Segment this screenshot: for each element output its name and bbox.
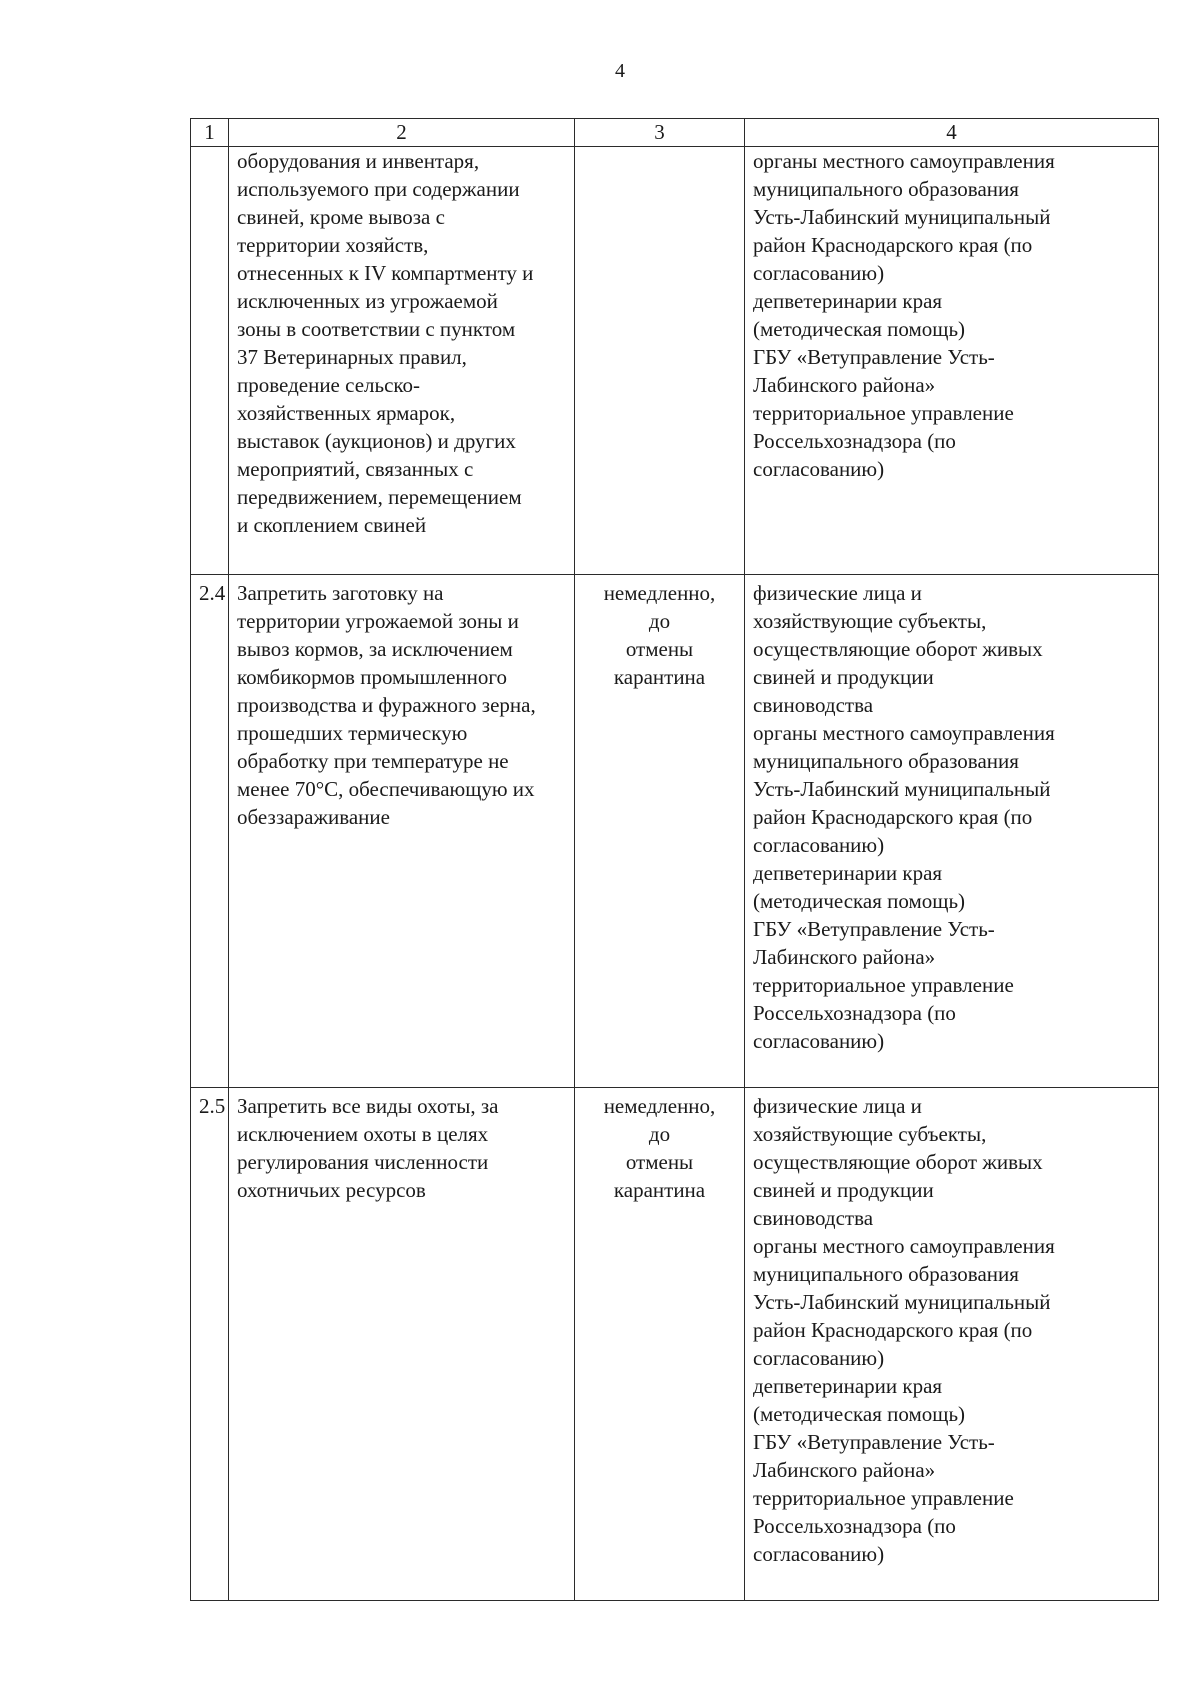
text-line: физические лица и [753,1094,922,1118]
text-line: отмены [625,1150,694,1174]
text-line: хозяйствующие субъекты, [753,1122,987,1146]
column-header-responsible: 4 [745,119,1159,147]
text-line: ГБУ «Ветуправление Усть- [753,345,995,369]
text-line: немедленно, [603,1094,716,1118]
text-line: карантина [613,1178,706,1202]
text-line: согласованию) [753,833,885,857]
text-line: Запретить все виды охоты, за [237,1094,499,1118]
measure-cell [229,147,575,575]
text-line: до [648,609,671,633]
text-line: органы местного самоуправления [753,1234,1055,1258]
measure-cell [229,575,575,1088]
text-line: депветеринарии края [753,289,943,313]
term-cell [575,147,745,575]
responsible-cell [745,1088,1159,1601]
text-line: используемого при содержании [237,177,520,201]
text-line: вывоз кормов, за исключением [237,637,513,661]
table-row [191,1088,1159,1601]
responsible-cell [745,147,1159,575]
text-line: оборудования и инвентаря, [237,149,480,173]
text-line: ГБУ «Ветуправление Усть- [753,917,995,941]
text-line: свиней и продукции [753,665,934,689]
text-line: согласованию) [753,457,885,481]
text-line: район Краснодарского края (по [753,1318,1033,1342]
text-line: депветеринарии края [753,861,943,885]
text-line: органы местного самоуправления [753,721,1055,745]
term-cell [575,575,745,1088]
text-line: (методическая помощь) [753,889,966,913]
text-line: муниципального образования [753,1262,1019,1286]
text-line: Россельхознадзора (по [753,429,956,453]
text-line: Запретить заготовку на [237,581,444,605]
text-line: Лабинского района» [753,1458,936,1482]
column-header-number: 1 [191,119,229,147]
text-line: регулирования численности [237,1150,489,1174]
text-line: передвижением, перемещением [237,485,522,509]
text-line: исключением охоты в целях [237,1122,489,1146]
text-line: территории хозяйств, [237,233,429,257]
text-line: производства и фуражного зерна, [237,693,536,717]
text-line: осуществляющие оборот живых [753,637,1043,661]
text-line: согласованию) [753,261,885,285]
text-line: охотничьих ресурсов [237,1178,426,1202]
text-line: территории угрожаемой зоны и [237,609,519,633]
text-line: прошедших термическую [237,721,468,745]
text-line: согласованию) [753,1346,885,1370]
table-row [191,147,1159,575]
text-line: и скоплением свиней [237,513,427,537]
text-line: выставок (аукционов) и других [237,429,516,453]
text-line: комбикормов промышленного [237,665,507,689]
text-line: Лабинского района» [753,945,936,969]
text-line: мероприятий, связанных с [237,457,474,481]
text-line: Усть-Лабинский муниципальный [753,1290,1051,1314]
text-line: обеззараживание [237,805,390,829]
text-line: немедленно, [603,581,716,605]
row-number: 2.4 [191,575,229,1088]
text-line: свиней и продукции [753,1178,934,1202]
text-line: хозяйственных ярмарок, [237,401,456,425]
text-line: отмены [625,637,694,661]
row-number [191,147,229,575]
text-line: муниципального образования [753,177,1019,201]
text-line: (методическая помощь) [753,317,966,341]
text-line: отнесенных к IV компартменту и [237,261,534,285]
text-line: территориальное управление [753,401,1014,425]
text-line: Россельхознадзора (по [753,1514,956,1538]
column-header-term: 3 [575,119,745,147]
text-line: согласованию) [753,1542,885,1566]
page-number: 4 [615,60,625,82]
text-line: осуществляющие оборот живых [753,1150,1043,1174]
text-line: ГБУ «Ветуправление Усть- [753,1430,995,1454]
text-line: зоны в соответствии с пунктом [237,317,516,341]
text-line: согласованию) [753,1029,885,1053]
text-line: органы местного самоуправления [753,149,1055,173]
text-line: свиноводства [753,1206,874,1230]
text-line: исключенных из угрожаемой [237,289,498,313]
text-line: Россельхознадзора (по [753,1001,956,1025]
text-line: свиней, кроме вывоза с [237,205,445,229]
text-line: Усть-Лабинский муниципальный [753,777,1051,801]
row-number: 2.5 [191,1088,229,1601]
measures-table [190,118,1159,1601]
text-line: проведение сельско- [237,373,421,397]
text-line: территориальное управление [753,973,1014,997]
responsible-cell [745,575,1159,1088]
measure-cell [229,1088,575,1601]
text-line: обработку при температуре не [237,749,509,773]
table-row [191,575,1159,1088]
text-line: физические лица и [753,581,922,605]
text-line: карантина [613,665,706,689]
term-cell [575,1088,745,1601]
table-header-row [191,119,1159,147]
text-line: до [648,1122,671,1146]
text-line: территориальное управление [753,1486,1014,1510]
text-line: район Краснодарского края (по [753,233,1033,257]
text-line: Усть-Лабинский муниципальный [753,205,1051,229]
text-line: хозяйствующие субъекты, [753,609,987,633]
text-line: муниципального образования [753,749,1019,773]
text-line: свиноводства [753,693,874,717]
text-line: депветеринарии края [753,1374,943,1398]
text-line: (методическая помощь) [753,1402,966,1426]
column-header-measure: 2 [229,119,575,147]
text-line: 37 Ветеринарных правил, [237,345,467,369]
text-line: Лабинского района» [753,373,936,397]
text-line: район Краснодарского края (по [753,805,1033,829]
text-line: менее 70°С, обеспечивающую их [237,777,535,801]
